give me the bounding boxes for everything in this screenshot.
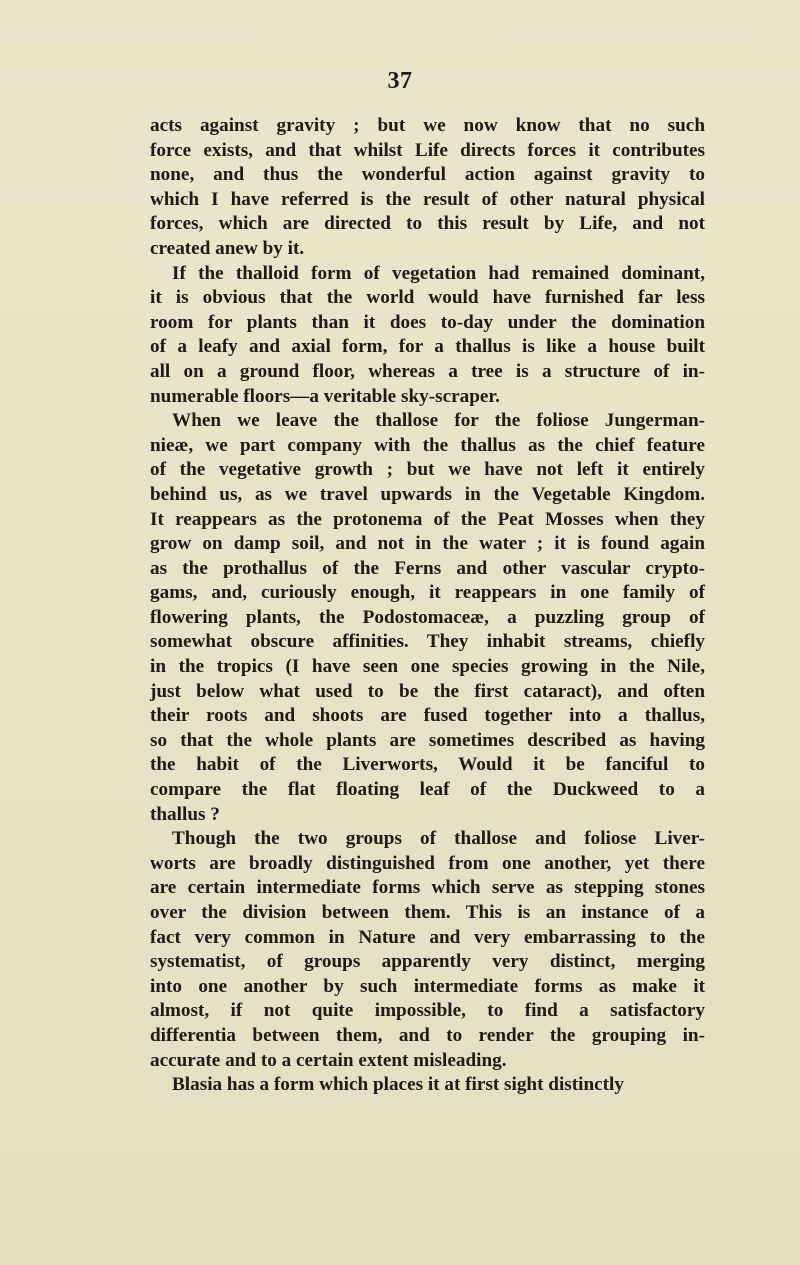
text-line: of the vegetative growth ; but we have not left it entirely (150, 459, 705, 481)
text-line: worts are broadly distinguished from one another, yet there (150, 852, 705, 874)
text-line: as the prothallus of the Ferns and other vascular crypto- (150, 557, 705, 579)
text-line: it is obvious that the world would have furnished far less (150, 287, 705, 309)
text-line: flowering plants, the Podostomaceæ, a puzzling group of (150, 606, 705, 628)
paragraph (150, 1073, 705, 1098)
text-line: numerable floors—a veritable sky-scraper. (150, 385, 500, 407)
text-line: all on a ground floor, whereas a tree is a structure of in- (150, 360, 705, 382)
text-line: somewhat obscure affinities. They inhabit streams, chiefly (150, 631, 705, 653)
text-line: compare the flat floating leaf of the Duckweed to a (150, 779, 705, 801)
text-line: gams, and, curiously enough, it reappears in one family of (150, 582, 705, 604)
paragraph (150, 827, 705, 1073)
text-line: over the division between them. This is an instance of a (150, 902, 705, 923)
text-line: forces, which are directed to this result by Life, and not (150, 213, 705, 235)
text-line: differentia between them, and to render the grouping in- (150, 1024, 705, 1046)
text-line: almost, if not quite impossible, to find a satisfactory (150, 1000, 705, 1022)
text-line: fact very common in Nature and very embarrassing to the (150, 926, 705, 948)
text-line: created anew by it. (150, 237, 305, 259)
text-line: systematist, of groups apparently very distinct, merging (150, 951, 705, 973)
text-line: acts against gravity ; but we now know that no such (150, 115, 705, 136)
text-line: grow on damp soil, and not in the water ; it is found again (150, 533, 705, 555)
text-line: Blasia has a form which places it at first sight distinctly (172, 1074, 624, 1096)
text-line: into one another by such intermediate forms as make it (150, 975, 705, 997)
text-line: which I have referred is the result of other natural physical (150, 188, 705, 210)
text-line: just below what used to be the first cataract), and often (150, 680, 705, 702)
page-number: 37 (387, 68, 413, 94)
text-line: thallus ? (150, 803, 220, 825)
text-line: none, and thus the wonderful action against gravity to (150, 164, 705, 186)
text-line: in the tropics (I have seen one species growing in the Nile, (150, 656, 705, 678)
paragraph (150, 114, 705, 262)
text-line: their roots and shoots are fused together into a thallus, (150, 705, 705, 727)
text-line: If the thalloid form of vegetation had remained dominant, (172, 262, 705, 284)
text-line: are certain intermediate forms which serve as stepping stones (150, 877, 705, 899)
text-line: room for plants than it does to-day under the domination (150, 311, 705, 333)
text-line: accurate and to a certain extent misleading. (150, 1049, 507, 1071)
paragraph (150, 409, 705, 827)
text-line: force exists, and that whilst Life directs forces it contributes (150, 139, 705, 161)
text-line: of a leafy and axial form, for a thallus is like a house built (150, 336, 705, 358)
text-line: nieæ, we part company with the thallus as the chief feature (150, 434, 705, 456)
text-line: behind us, as we travel upwards in the Vegetable Kingdom. (150, 483, 705, 505)
body-text (150, 114, 705, 1098)
text-line: It reappears as the protonema of the Peat Mosses when they (150, 508, 705, 530)
text-line: the habit of the Liverworts, Would it be fanciful to (150, 754, 705, 776)
paragraph (150, 262, 705, 410)
text-line: When we leave the thallose for the foliose Jungerman- (172, 410, 705, 432)
text-line: Though the two groups of thallose and foliose Liver- (172, 828, 705, 850)
text-line: so that the whole plants are sometimes described as having (150, 729, 705, 751)
